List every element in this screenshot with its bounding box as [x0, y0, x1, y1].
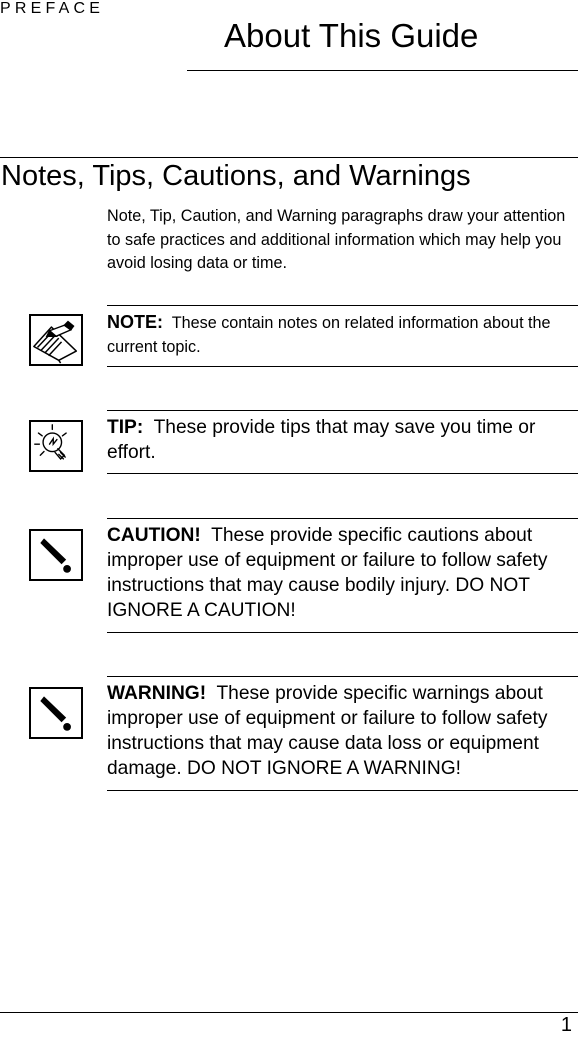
tip-text: These provide tips that may save you time or effort. [107, 417, 536, 463]
warning-text: These provide specific warnings about improper use of equipment or failure to follow safety instructions that may cause data loss or equipment damage. DO NOT IGNORE A WARNING! [107, 683, 548, 779]
tip-paragraph [107, 415, 577, 465]
warning-paragraph [107, 681, 577, 781]
section-label: PREFACE [0, 0, 105, 17]
caution-lead: CAUTION! [107, 525, 201, 546]
note-pad-pencil-icon [29, 314, 83, 366]
note-lead: NOTE: [107, 312, 163, 332]
warning-top-divider [107, 676, 578, 677]
note-paragraph [107, 310, 577, 359]
caution-top-divider [107, 518, 578, 519]
caution-text: These provide specific cautions about improper use of equipment or failure to follow safety instructions that may cause bodily injury. DO NOT IGNORE A CAUTION! [107, 525, 548, 621]
section-heading: Notes, Tips, Cautions, and Warnings [1, 160, 471, 192]
tip-bottom-divider [107, 473, 578, 474]
exclamation-icon [29, 687, 83, 739]
exclamation-icon [29, 529, 83, 581]
tip-top-divider [107, 410, 578, 411]
warning-bottom-divider [107, 790, 578, 791]
caution-paragraph [107, 523, 577, 623]
lightbulb-icon [29, 420, 83, 472]
note-text: These contain notes on related information about the current topic. [107, 314, 551, 356]
page-title: About This Guide [224, 17, 479, 54]
warning-lead: WARNING! [107, 683, 207, 704]
tip-lead: TIP: [107, 417, 144, 438]
title-divider [187, 70, 578, 71]
intro-paragraph: Note, Tip, Caution, and Warning paragraphs draw your attention to safe practices and additional information which may help you avoid losing data or time. [107, 207, 566, 273]
note-top-divider [107, 305, 578, 306]
note-bottom-divider [107, 366, 578, 367]
footer-divider [0, 1012, 578, 1013]
page-number: 1 [560, 1014, 572, 1036]
caution-bottom-divider [107, 632, 578, 633]
